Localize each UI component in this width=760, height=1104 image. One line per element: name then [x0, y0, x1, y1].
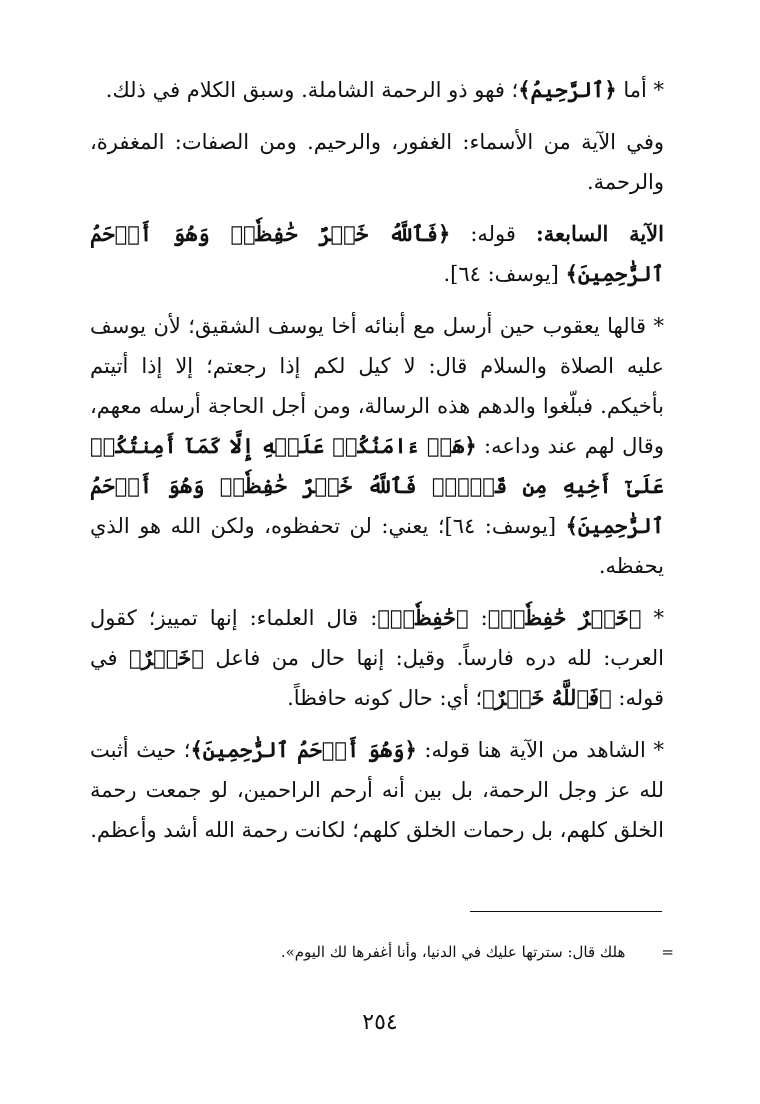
quran-quote: ﴿ٱلرَّحِيمُ﴾ [518, 77, 617, 102]
page-number: ٢٥٤ [362, 1010, 398, 1035]
quran-quote: ﴿وَهُوَ أَرۡحَمُ ٱلرَّٰحِمِينَ﴾ [190, 737, 417, 762]
paragraph-al-rahim [90, 70, 664, 110]
paragraph-names-and-attributes [90, 122, 664, 202]
paragraph-text: * قالها يعقوب حين أرسل مع أبنائه أخا يوسف الشقيق؛ لأن يوسف عليه الصلاة والسلام قال: لا كيل لكم إذا رجعتم؛ إلا إذا أتيتم بأخيكم. فبلّغوا والدهم هذه الرسالة، ومن أجل الحاجة أرسله معهم، وقال لهم عند وداعه: [90, 314, 664, 458]
quran-quote: ﴿هَلۡ ءَامَنُكُمۡ عَلَيۡهِ إِلَّا كَمَآ أَمِنتُكُمۡ عَلَىٰٓ أَخِيهِ مِن قَبۡلُۖ فَٱللَّهُ خَيۡرٌ حَٰفِظٗاۖ وَهُوَ أَرۡحَمُ ٱلرَّٰحِمِينَ﴾ [90, 433, 664, 538]
footnote [84, 941, 674, 963]
paragraph-text: [يوسف: ٦٤]؛ يعني: لن تحفظوه، ولكن الله هو الذي يحفظه. [90, 514, 664, 578]
paragraph-text: * الشاهد من الآية هنا قوله: [416, 738, 664, 762]
paragraph-text: : قال العلماء: إنها تمييز؛ كقول العرب: لله دره فارساً. وقيل: إنها حال من فاعل [90, 606, 664, 670]
quran-quote: ﴿حَٰفِظٗاۖ﴾ [377, 605, 469, 630]
paragraph-text: قوله: [450, 222, 537, 246]
paragraph-text: في قوله: [90, 646, 664, 710]
quran-quote: ﴿خَيۡرٌ حَٰفِظٗاۖ﴾ [487, 605, 642, 630]
verse-reference: [يوسف: ٦٤]. [443, 262, 566, 286]
footnote-continuation-marker: = [661, 943, 674, 961]
paragraph-khayrun-hafizan [90, 598, 664, 718]
paragraph-text: ؛ حيث أثبت لله عز وجل الرحمة، بل بين أنه أرحم الراحمين، لو جمعت رحمة الخلق كلهم، بل رحمات الخلق كلهم؛ لكانت رحمة الله أشد وأعظم. [90, 738, 664, 842]
paragraph-witness [90, 730, 664, 850]
footnote-text: هلك قال: سترتها عليك في الدنيا، وأنا أغفرها لك اليوم». [280, 943, 626, 961]
quran-quote: ﴿فَٱللَّهُ خَيۡرٌ﴾ [482, 685, 612, 710]
paragraph-text: * أما [616, 78, 664, 102]
quran-quote: ﴿خَيۡرٌ﴾ [128, 645, 204, 670]
footnote-divider [470, 911, 662, 912]
paragraph-text: * [641, 606, 664, 630]
paragraph-yaqub-story [90, 306, 664, 586]
paragraph-seventh-verse [90, 214, 664, 294]
paragraph-text: وفي الآية من الأسماء: الغفور، والرحيم. ومن الصفات: المغفرة، والرحمة. [90, 130, 664, 194]
paragraph-text: : [468, 606, 488, 630]
quran-quote: ﴿فَٱللَّهُ خَيۡرٌ حَٰفِظٗاۖ وَهُوَ أَرۡحَمُ ٱلرَّٰحِمِينَ﴾ [90, 221, 664, 286]
paragraph-text: ؛ فهو ذو الرحمة الشاملة. وسبق الكلام في ذلك. [105, 78, 519, 102]
paragraph-text: ؛ أي: حال كونه حافظاً. [287, 686, 483, 710]
section-heading: الآية السابعة: [536, 221, 664, 246]
page-body [90, 70, 664, 850]
